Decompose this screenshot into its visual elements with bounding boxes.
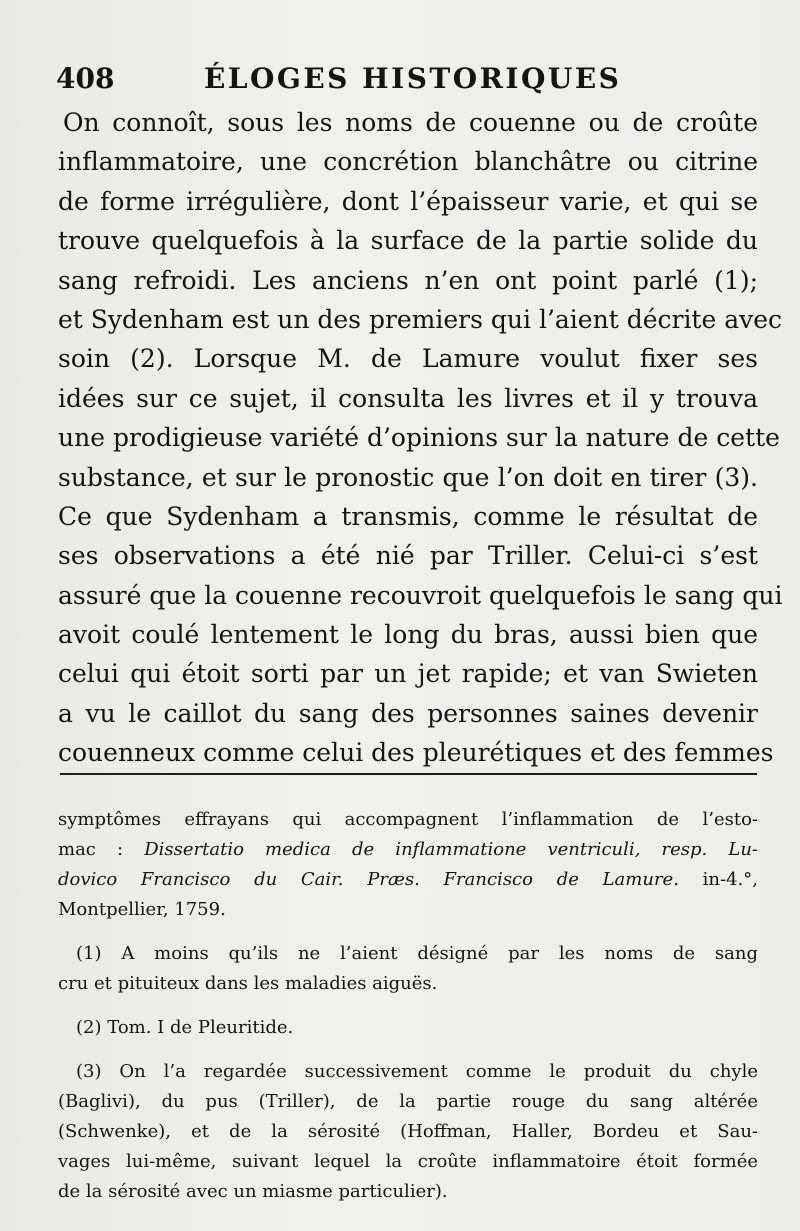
body-line: avoit coulé lentement le long du bras, aussi bien que [58, 620, 758, 650]
page-number: 408 [56, 62, 115, 95]
footnote-3: de la sérosité avec un miasme particulier). [58, 1181, 448, 1202]
footnote-2: (2) Tom. I de Pleuritide. [76, 1017, 294, 1038]
footnote-1: cru et pituiteux dans les maladies aiguës. [58, 973, 438, 994]
body-line: Ce que Sydenham a transmis, comme le résultat de [58, 501, 758, 531]
body-line: ses observations a été nié par Triller. Celui-ci s’est [58, 541, 758, 571]
body-line: de forme irrégulière, dont l’épaisseur varie, et qui se [58, 186, 758, 216]
dissertation-title: Dissertatio medica de inflammatione ventriculi, resp. Lu- [144, 839, 759, 860]
footnote-continued-line: Montpellier, 1759. [58, 899, 226, 920]
body-line: celui qui étoit sorti par un jet rapide; et van Swieten [58, 659, 758, 689]
body-line: trouve quelquefois à la surface de la partie solide du [58, 226, 758, 256]
main-paragraph [58, 103, 783, 773]
page-header [56, 62, 756, 102]
footnote-text: mac : [58, 839, 145, 860]
footnote-continued-line [58, 835, 758, 865]
body-line: une prodigieuse variété d’opinions sur la nature de cette [58, 423, 780, 453]
body-line: soin (2). Lorsque M. de Lamure voulut fixer ses [58, 344, 758, 374]
footnote-3: (Baglivi), du pus (Triller), de la partie rouge du sang altérée [58, 1091, 758, 1112]
footnote-3: (Schwenke), et de la sérosité (Hoffman, Haller, Bordeu et Sau- [58, 1121, 758, 1142]
body-line: substance, et sur le pronostic que l’on doit en tirer (3). [58, 462, 758, 492]
footnote-3: vages lui-même, suivant lequel la croûte inflammatoire étoit formée [58, 1151, 758, 1172]
footnote-text: in-4.°, [678, 869, 758, 890]
body-line: a vu le caillot du sang des personnes saines devenir [58, 698, 758, 728]
footnote-3: (3) On l’a regardée successivement comme le produit du chyle [76, 1061, 758, 1082]
body-line: et Sydenham est un des premiers qui l’aient décrite avec [58, 304, 783, 334]
body-line: sang refroidi. Les anciens n’en ont point parlé (1); [58, 265, 758, 295]
footnote-continued-line: symptômes effrayans qui accompagnent l’inflammation de l’esto- [58, 809, 758, 830]
body-line: inflammatoire, une concrétion blanchâtre ou citrine [58, 147, 758, 177]
body-line: On connoît, sous les noms de couenne ou de croûte [63, 108, 758, 137]
footnote-1: (1) A moins qu’ils ne l’aient désigné par les noms de sang [76, 943, 758, 964]
body-line: idées sur ce sujet, il consulta les livres et il y trouva [58, 383, 758, 413]
body-line: assuré que la couenne recouvroit quelquefois le sang qui [58, 580, 783, 610]
footnotes [58, 805, 758, 1207]
running-title: ÉLOGES HISTORIQUES [204, 62, 622, 95]
footnote-continued-line [58, 865, 758, 895]
dissertation-title: dovico Francisco du Cair. Præs. Francisco de Lamure. [58, 869, 679, 890]
body-line: couenneux comme celui des pleurétiques et des femmes [58, 738, 774, 768]
footnote-rule [60, 773, 757, 775]
